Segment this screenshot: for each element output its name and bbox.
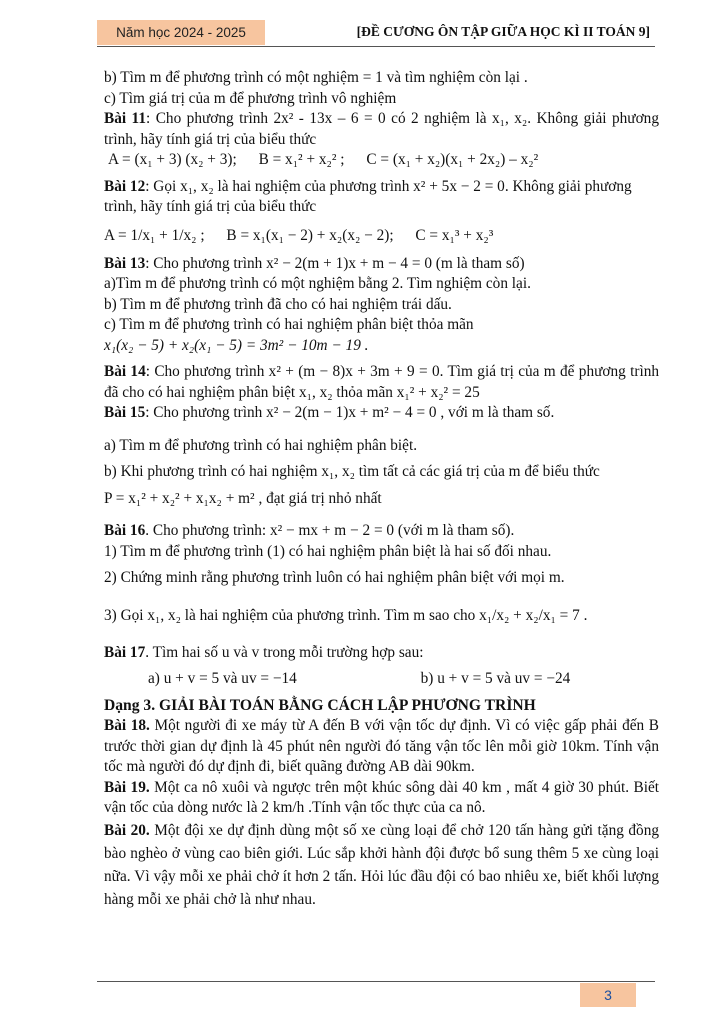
exercise-label: Bài 16 (104, 522, 146, 539)
text-line: b) Tìm m để phương trình có một nghiệm = 1 và tìm nghiệm còn lại . (104, 69, 528, 86)
expr-b: B = x₁(x₁ − 2) + x₂(x₂ − 2); (226, 226, 394, 244)
text-line: b) Tìm m để phương trình đã cho có hai nghiệm trái dấu. (104, 295, 452, 313)
school-year-badge (97, 20, 265, 45)
exercise-label: Bài 18. (104, 717, 150, 734)
expr-c: C = (x₁ + x₂)(x₁ + 2x₂) – x₂² (366, 151, 539, 168)
expr-c: C = x₁³ + x₂³ (415, 226, 494, 244)
exercise-text: Một ca nô xuôi và ngược trên một khúc sông dài 40 km , mất 4 giờ 30 phút. Biết vận tốc của dòng nước là 2 km/h .Tính vận tốc thực của ca nô. (104, 778, 659, 816)
exercise-19 (104, 778, 659, 819)
school-year: Năm học 2024 - 2025 (116, 25, 246, 40)
exercise-11-expressions (104, 150, 659, 171)
expr-a: A = (x₁ + 3) (x₂ + 3); (108, 151, 237, 168)
footer-divider (97, 981, 655, 982)
text-line: 3) Gọi x₁, x₂ là hai nghiệm của phương trình. Tìm m sao cho x₁/x₂ + x₂/x₁ = 7 . (104, 606, 588, 624)
exercise-text: : Cho phương trình x² + (m − 8)x + 3m + 9 = 0. Tìm giá trị của m để phương trình đã cho có hai nghiệm phân biệt x₁, x₂ thỏa mãn x₁² + x₂² = 25 (104, 363, 659, 401)
exercise-13 (104, 254, 659, 275)
exercise-text: : Gọi x₁, x₂ là hai nghiệm của phương trình x² + 5x − 2 = 0 (145, 177, 505, 195)
text-line: a) Tìm m để phương trình có hai nghiệm phân biệt. (104, 436, 418, 454)
exercise-label: Bài 15 (104, 404, 146, 421)
exercise-18 (104, 716, 659, 778)
exercise-text: : Cho phương trình 2x² - 13x – 6 = 0 có 2 nghiệm là x₁, x₂. Không giải phương trình, hãy tính giá trị của biểu thức (104, 110, 659, 148)
exercise-12-expressions (104, 218, 659, 254)
exercise-text: : Cho phương trình x² − 2(m + 1)x + m − 4 = 0 (m là tham số) (145, 254, 525, 272)
page-number: 3 (604, 987, 612, 1003)
header-divider (97, 46, 655, 47)
page-number-badge (580, 983, 636, 1007)
exercise-17-cases (104, 669, 659, 690)
text-line: c) Tìm giá trị của m để phương trình vô nghiệm (104, 89, 397, 107)
section-title: Dạng 3. GIẢI BÀI TOÁN BẰNG CÁCH LẬP PHƯƠNG TRÌNH (104, 696, 536, 714)
exercise-label: Bài 20. (104, 821, 150, 839)
exercise-14 (104, 362, 659, 403)
exercise-20 (104, 819, 659, 911)
exercise-label: Bài 17 (104, 643, 146, 661)
page-content (104, 68, 659, 911)
text-line: b) Khi phương trình có hai nghiệm x₁, x₂ tìm tất cả các giá trị của m để biểu thức (104, 463, 600, 480)
exercise-12 (104, 177, 659, 218)
exercise-17 (104, 643, 659, 664)
exercise-text: Một đội xe dự định dùng một số xe cùng loại để chở 120 tấn hàng gửi tặng đồng bào nghèo ở vùng cao biên giới. Lúc sắp khởi hành đội được bổ sung thêm 5 xe cùng loại nữa. Vì vậy mỗi xe phải chở ít hơn 2 tấn. Hỏi lúc đầu đội có bao nhiêu xe, biết khối lượng hàng mỗi xe phải chở là như nhau. (104, 821, 660, 908)
document-title: [ĐỀ CƯƠNG ÔN TẬP GIỮA HỌC KÌ II TOÁN 9] (356, 24, 650, 39)
exercise-label: Bài 19. (104, 778, 150, 796)
expr-b: B = x₁² + x₂² ; (258, 151, 345, 168)
exercise-label: Bài 13 (104, 254, 146, 272)
exercise-label: Bài 14 (104, 363, 146, 380)
text-line: 1) Tìm m để phương trình (1) có hai nghiệm phân biệt là hai số đối nhau. (104, 542, 552, 560)
exercise-text: . Cho phương trình: x² − mx + m − 2 = 0 (với m là tham số). (145, 522, 515, 539)
exercise-text-cont: . Không giải phương trình, hãy tính giá trị của biểu thức (104, 177, 632, 215)
expr-a: A = 1/x₁ + 1/x₂ ; (104, 226, 205, 244)
exercise-label: Bài 12 (104, 177, 146, 195)
exercise-11 (104, 109, 659, 150)
exercise-text: : Cho phương trình x² − 2(m − 1)x + m² − 4 = 0 , với m là tham số. (145, 404, 555, 421)
equation: x₁(x₂ − 5) + x₂(x₁ − 5) = 3m² − 10m − 19 . (104, 336, 369, 354)
text-line: a)Tìm m để phương trình có một nghiệm bằng 2. Tìm nghiệm còn lại. (104, 275, 531, 292)
case-a: a) u + v = 5 và uv = −14 (148, 670, 297, 687)
exercise-15 (104, 403, 659, 424)
text-line: c) Tìm m để phương trình có hai nghiệm phân biệt thỏa mãn (104, 316, 474, 333)
case-b: b) u + v = 5 và uv = −24 (420, 670, 571, 687)
exercise-label: Bài 11 (104, 110, 147, 127)
exercise-16 (104, 521, 659, 542)
exercise-text: . Tìm hai số u và v trong mỗi trường hợp sau: (145, 643, 424, 661)
text-line: 2) Chứng minh rằng phương trình luôn có hai nghiệm phân biệt với mọi m. (104, 569, 565, 586)
exercise-text: Một người đi xe máy từ A đến B với vận tốc dự định. Vì có việc gấp phải đến B trước thời gian dự định là 45 phút nên người đó tăng vận tốc lên mỗi giờ 10km. Tính vận tốc mà người đó dự định đi, biết quãng đường AB dài 90km. (104, 717, 660, 775)
equation: P = x₁² + x₂² + x₁x₂ + m² , đạt giá trị nhỏ nhất (104, 489, 382, 507)
